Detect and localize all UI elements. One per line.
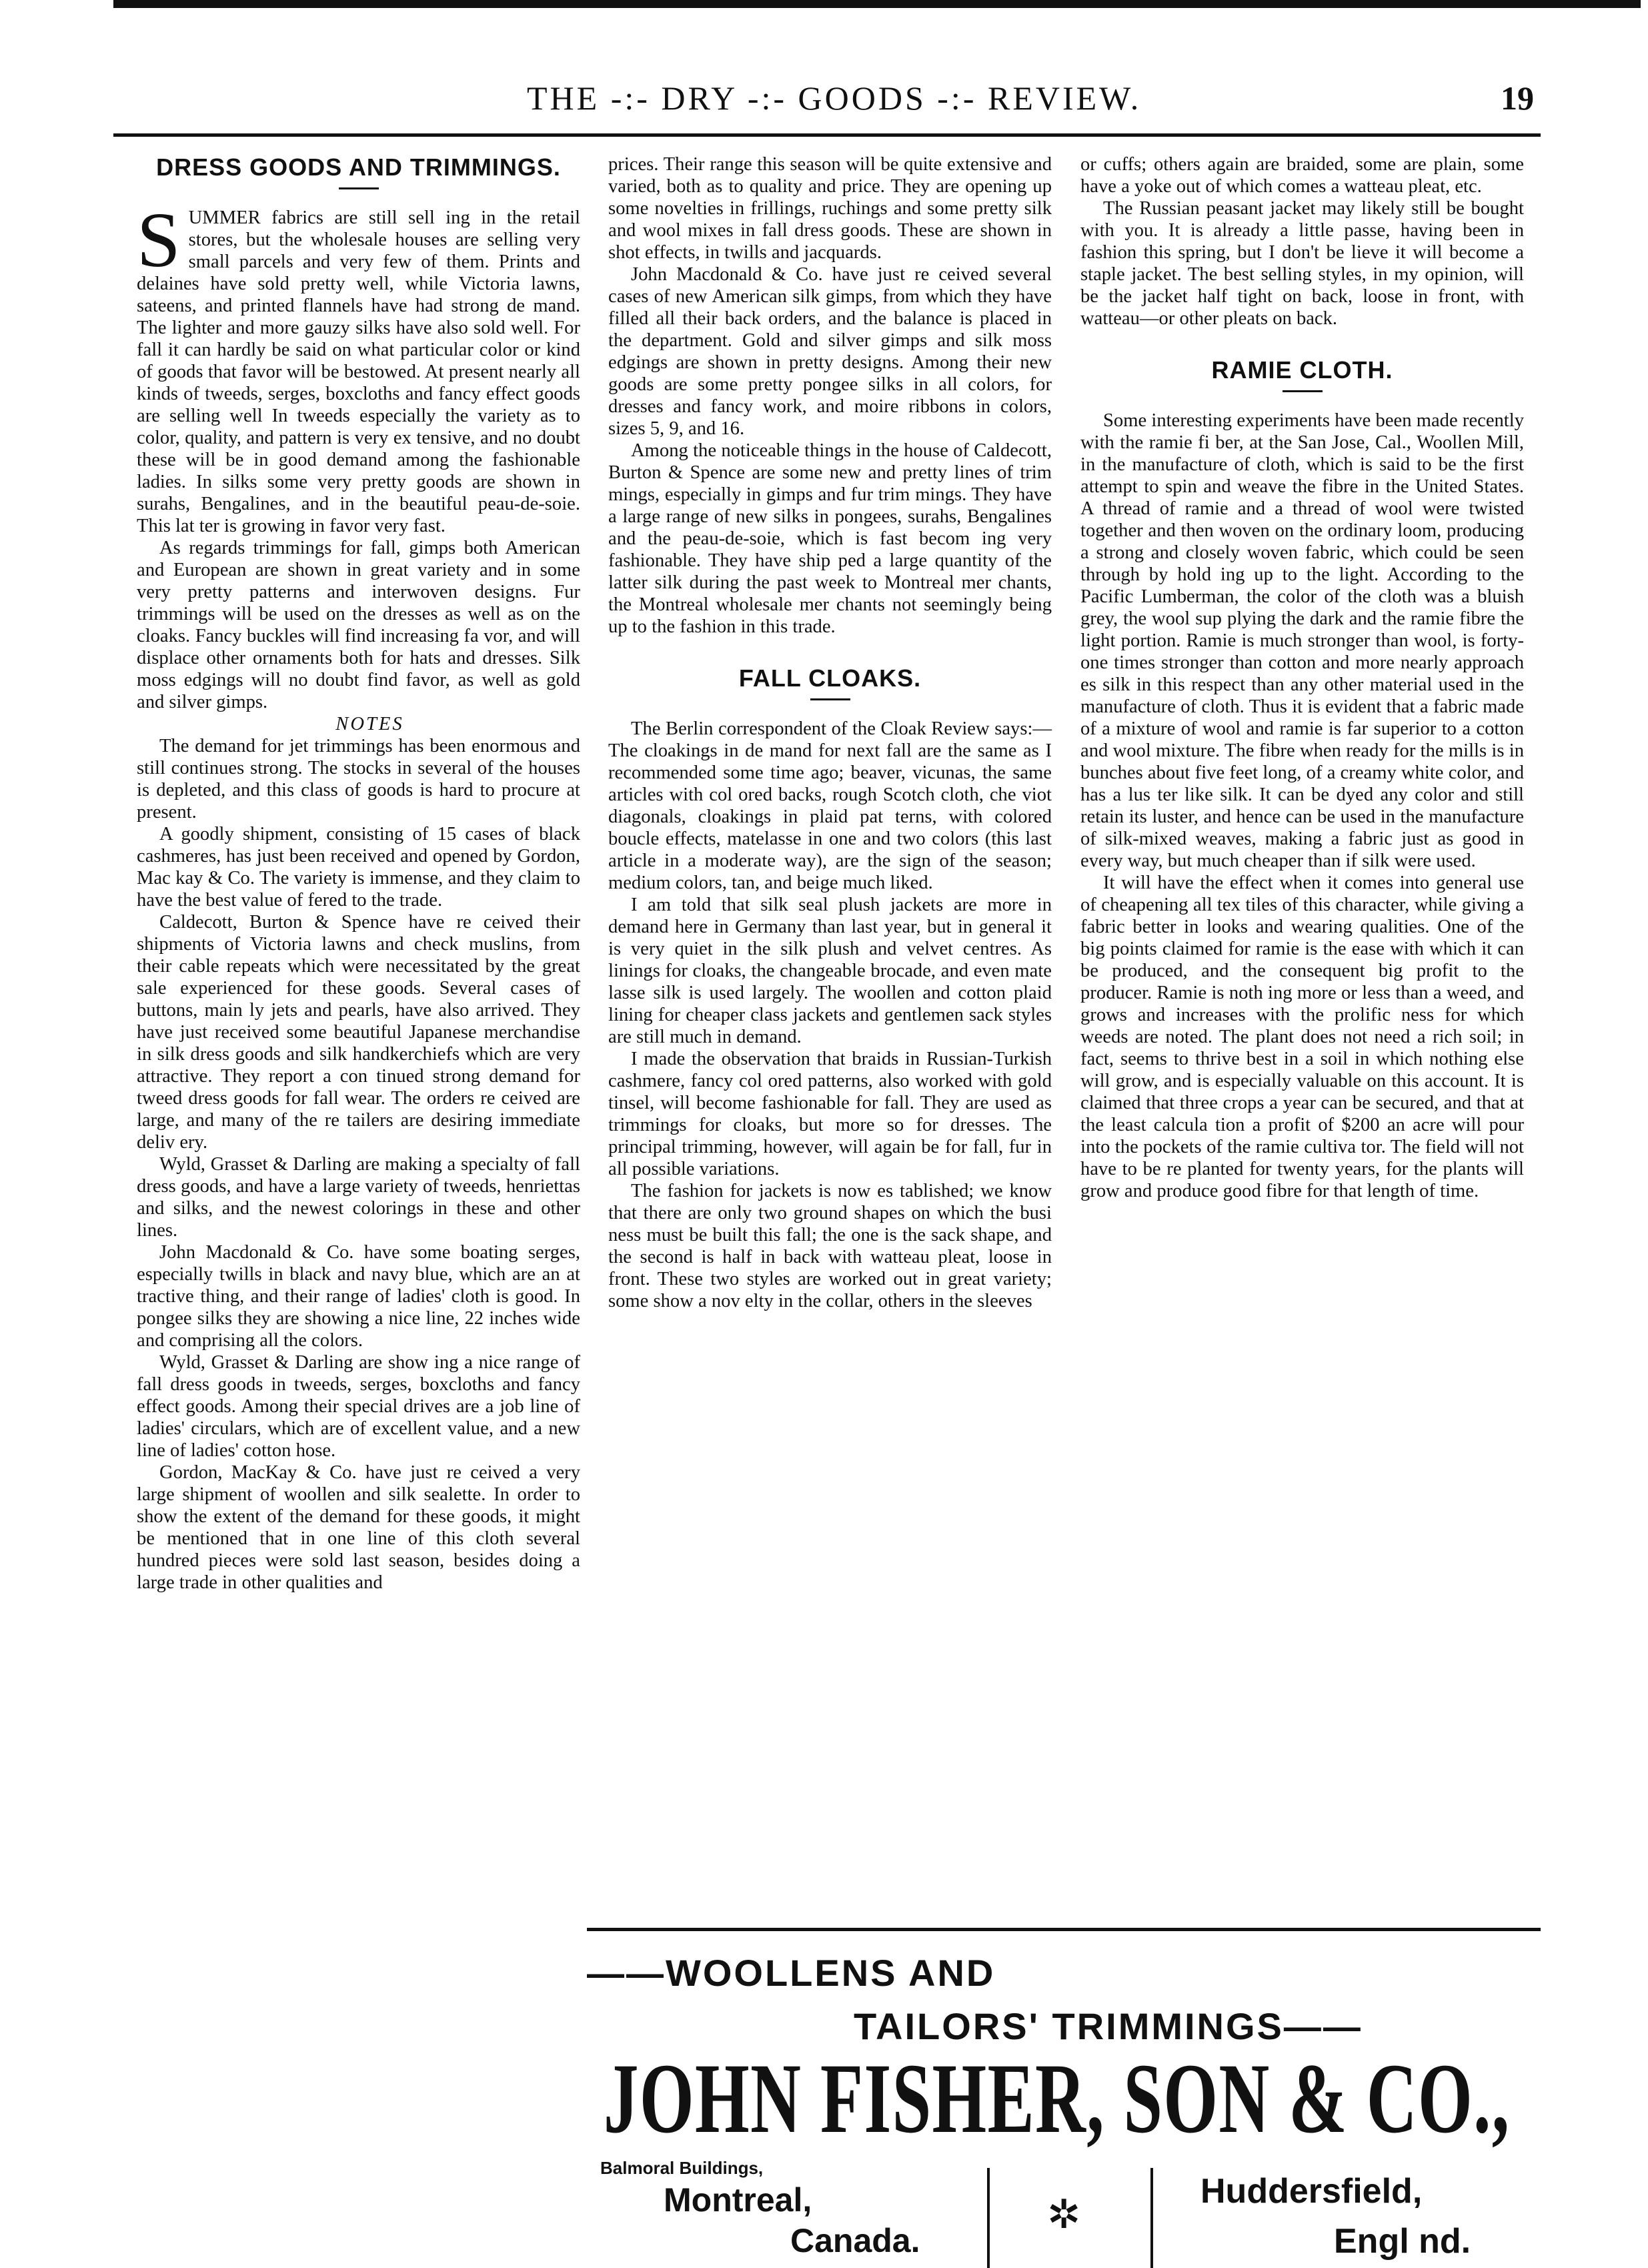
article-paragraph: prices. Their range this season will be quite extensive and varied, both as to quality and price. They are opening up some novelties in frillings, ruchings and some pretty silk and wool mixes in fall dress goods. These are shown in shot effects, in twills and jacquards.: [608, 154, 1052, 263]
top-border-rule: [113, 0, 1641, 8]
article-paragraph: or cuffs; others again are braided, some are plain, some have a yoke out of which comes a watteau pleat, etc.: [1080, 154, 1524, 197]
header-rule: [113, 133, 1541, 137]
article-paragraph: The fashion for jackets is now es tablished; we know that there are only two ground shapes on which the busi ness must be built this fall; the one is the sack shape, and the second is half in back with watteau pleat, loose in front. These two styles are worked out in great variety; some show a nov elty in the collar, others in the sleeves: [608, 1181, 1052, 1311]
article-heading-dress-goods: DRESS GOODS AND TRIMMINGS.: [156, 153, 561, 181]
article-paragraph: Caldecott, Burton & Spence have re ceived their shipments of Victoria lawns and check muslins, from their cable repeats which were necessitated by the great sale experienced for these goods. Several cases of buttons, main ly jets and pearls, have also arrived. They have just received some beautiful Japanese merchandise in silk dress goods and silk handkerchiefs which are very attractive. They report a con tinued strong demand for tweed dress goods for fall wear. The orders re ceived are large, and many of the re tailers are desiring immediate deliv ery.: [137, 912, 580, 1153]
ad-address-building: Balmoral Buildings,: [600, 2158, 764, 2178]
ad-hq-country: Engl nd.: [1334, 2222, 1471, 2261]
ad-address-city: Montreal,: [664, 2181, 812, 2219]
article-paragraph: John Macdonald & Co. have some boating serges, especially twills in black and navy blue, which are an at tractive thing, and their range of ladies' cloth is good. In pongee silks they are showing a nice line, 22 inches wide and comprising all the colors.: [137, 1242, 580, 1351]
article-heading-ramie-cloth: RAMIE CLOTH.: [1211, 356, 1393, 384]
advertisement: [587, 1938, 1541, 2261]
article-paragraph: I made the observation that braids in Russian-Turkish cashmere, fancy col ored patterns, also worked with gold tinsel, will become fashionable for fall. They are used as trimmings for cloaks, but more so for dresses. The principal trimming, however, will again be for fall, fur in all possible variations.: [608, 1049, 1052, 1179]
advertisement-rule: [587, 1928, 1541, 1931]
ornament-icon: ✲: [1047, 2193, 1081, 2237]
publication-title: THE -:- DRY -:- GOODS -:- REVIEW.: [527, 79, 1142, 117]
page-number: 19: [1501, 79, 1534, 117]
ad-hq-city: Huddersfield,: [1200, 2172, 1423, 2211]
drop-cap: S: [137, 196, 181, 284]
ad-tagline-trimmings: TAILORS' TRIMMINGS——: [854, 2005, 1363, 2047]
heading-divider: [339, 187, 379, 189]
ad-divider-left: [987, 2168, 990, 2268]
heading-divider: [1283, 390, 1323, 392]
article-paragraph: Wyld, Grasset & Darling are show ing a nice range of fall dress goods in tweeds, serges, boxcloths and fancy effect goods. Among their special drives are a job line of ladies' circulars, which are of excellent value, and a new line of ladies' cotton hose.: [137, 1352, 580, 1461]
ad-company-name: JOHN FISHER, SON & CO.,: [604, 2043, 1511, 2154]
article-paragraph: The demand for jet trimmings has been enormous and still continues strong. The stocks in several of the houses is depleted, and this class of goods is hard to procure at present.: [137, 736, 580, 822]
article-paragraph: Among the noticeable things in the house of Caldecott, Burton & Spence are some new and pretty lines of trim mings, especially in gimps and fur trim mings. They have a large range of new silks in pongees, surahs, Bengalines and the peau-de-soie, which is fast becom ing very fashionable. They have ship ped a large quantity of the latter silk during the past week to Montreal mer chants, the Montreal wholesale mer chants not seemingly being up to the fashion in this trade.: [608, 440, 1052, 637]
column-1: [137, 153, 580, 1594]
column-2: [608, 153, 1052, 1312]
article-paragraph: I am told that silk seal plush jackets are more in demand here in Germany than last year, but in general it is very quiet in the silk plush and velvet centres. As linings for cloaks, the changeable brocade, and even mate lasse silk is used largely. The woollen and cotton plaid lining for cheaper class jackets and gentlemen sack styles are still much in demand.: [608, 895, 1052, 1047]
column-3: [1080, 153, 1524, 1202]
page-header: [113, 79, 1541, 119]
ad-address-country: Canada.: [790, 2222, 920, 2259]
article-paragraph: The Berlin correspondent of the Cloak Review says:—The cloakings in de mand for next fall are the same as I recommended some time ago; beaver, vicunas, the same articles with col ored backs, rough Scotch cloth, che viot diagonals, cloakings in plaid pat terns, with colored boucle effects, matelasse in one and two colors (this last article in a moderate way), are the sign of the season; medium colors, tan, and beige much liked.: [608, 718, 1052, 893]
article-paragraph: Some interesting experiments have been made recently with the ramie fi ber, at the San Jose, Cal., Woollen Mill, in the manufacture of cloth, which is said to be the first attempt to spin and weave the fibre in the United States. A thread of ramie and a thread of wool were twisted together and then woven on the ordinary loom, producing a strong and closely woven fabric, which could be seen through by hold ing up to the light. According to the Pacific Lumberman, the color of the cloth was a bluish grey, the wool sup plying the dark and the ramie fibre the light portion. Ramie is much stronger than wool, is forty-one times stronger than cotton and more nearly approach es silk in this respect than any other material used in the manufacture of cloth. Thus it is evident that a fabric made of a mixture of wool and ramie is far superior to a cotton and wool mixture. The fibre when ready for the mills is in bunches about five feet long, of a creamy white color, and has a lus ter like silk. It can be dyed any color and still retain its luster, and hence can be used in the manufacture of silk-mixed weaves, making a fabric just as good in every way, but much cheaper than if silk were used.: [1080, 410, 1524, 871]
ad-tagline-woollens: ——WOOLLENS AND: [587, 1952, 996, 1994]
ad-divider-right: [1150, 2168, 1153, 2268]
article-paragraph: It will have the effect when it comes into general use of cheapening all tex tiles of this character, while giving a fabric better in looks and wearing qualities. One of the big points claimed for ramie is the ease with which it can be produced, and the consequent big profit to the producer. Ramie is noth ing more or less than a weed, and grows and increases with the prolific ness for which weeds are noted. The plant does not need a rich soil; in fact, seems to thrive best in a soil in which nothing else will grow, and is especially valuable on this account. It is claimed that three crops a year can be secured, and that at the least calcula tion a profit of $200 an acre will pour into the pockets of the ramie cultiva tor. The field will not have to be re planted for twenty years, for the plants will grow and produce good fibre for that length of time.: [1080, 873, 1524, 1201]
heading-divider: [810, 698, 850, 700]
article-heading-fall-cloaks: FALL CLOAKS.: [738, 664, 922, 692]
article-paragraph: The Russian peasant jacket may likely still be bought with you. It is already a little passe, having been in fashion this spring, but I don't be lieve it will become a staple jacket. The best selling styles, in my opinion, will be the jacket half tight on back, loose in front, with watteau—or other pleats on back.: [1080, 198, 1524, 329]
article-paragraph: SUMMER fabrics are still sell ing in the retail stores, but the wholesale houses are selling very small parcels and very few of them. Prints and delaines have sold pretty well, while Victoria lawns, sateens, and printed flannels have had strong de mand. The lighter and more gauzy silks have also sold well. For fall it can hardly be said on what particular color or kind of goods that favor will be bestowed. At present nearly all kinds of tweeds, serges, boxcloths and fancy effect goods are selling well In tweeds especially the variety as to color, quality, and pattern is very ex tensive, and no doubt these will be in good demand among the fashionable ladies. In silks some very pretty goods are shown in surahs, Bengalines, and in the beautiful peau-de-soie. This lat ter is growing in favor very fast.: [137, 196, 580, 536]
article-paragraph: Gordon, MacKay & Co. have just re ceived a very large shipment of woollen and silk sealette. In order to show the extent of the demand for these goods, it might be mentioned that in one line of this cloth several hundred pieces were sold last season, besides doing a large trade in other qualities and: [137, 1462, 580, 1593]
notes-subheading: NOTES: [335, 714, 404, 734]
article-paragraph: John Macdonald & Co. have just re ceived several cases of new American silk gimps, from which they have filled all their back orders, and the balance is placed in the department. Gold and silver gimps and silk moss edgings are shown in pretty designs. Among their new goods are some pretty pongee silks in all colors, for dresses and fancy work, and moire ribbons in colors, sizes 5, 9, and 16.: [608, 264, 1052, 439]
article-paragraph: A goodly shipment, consisting of 15 cases of black cashmeres, has just been received and opened by Gordon, Mac kay & Co. The variety is immense, and they claim to have the best value of fered to the trade.: [137, 824, 580, 911]
article-paragraph: As regards trimmings for fall, gimps both American and European are shown in great variety and in some very pretty patterns and interwoven designs. Fur trimmings will be used on the dresses as well as on the cloaks. Fancy buckles will find increasing fa vor, and will displace other ornaments both for hats and dresses. Silk moss edgings will no doubt find favor, as well as gold and silver gimps.: [137, 538, 580, 712]
article-paragraph: Wyld, Grasset & Darling are making a specialty of fall dress goods, and have a large variety of tweeds, henriettas and silks, and the newest colorings in these and other lines.: [137, 1154, 580, 1241]
